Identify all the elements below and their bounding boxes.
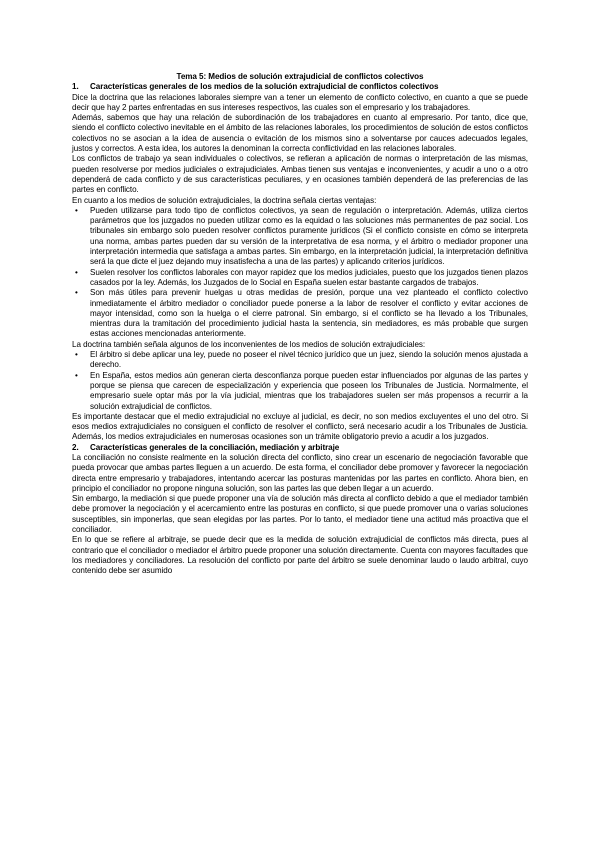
paragraph: En cuanto a los medios de solución extrajudiciales, la doctrina señala ciertas ventajas: xyxy=(72,195,377,205)
list-item: • El árbitro si debe aplicar una ley, puede no poseer el nivel técnico jurídico que un juez, siendo la solución menos ajustada a derecho. xyxy=(72,350,528,371)
list-item: • Pueden utilizarse para todo tipo de conflictos colectivos, ya sean de regulación o interpretación. Además, utiliza ciertos parámetros que los juzgados no pueden utilizar como es la equidad o las soluciones más permanentes de paz social. Los tribunales sin embargo solo pueden resolver conflictos puramente jurídicos (Si el conflicto consiste en cómo se interpreta una norma, ambas partes pueden dar su versión de la interpretativa de esa norma, y el árbitro o mediador proponer una interpretación intermedia que satisfaga a ambas partes. Sin embargo, en la interpretación judicial, la interpretación definitiva será la que dicte el juez dejando muy insatisfecha a una de las partes) y aplicando criterios jurídicos. xyxy=(72,206,528,268)
section-number: 1. xyxy=(72,82,79,92)
list-item: • Son más útiles para prevenir huelgas u otras medidas de presión, porque una vez planteado el conflicto colectivo inmediatamente el árbitro mediador o conciliador puede ponerse a la labor de resolver el conflicto y evitar acciones de mayor intensidad, como son la huelga o el cierre patronal. Sin embargo, si el conflicto se ha llevado a los Tribunales, mientras dura la tramitación del procedimiento judicial hasta la sentencia, sin mediadores, es más probable que surgen estas acciones mencionadas anteriormente. xyxy=(72,288,528,339)
section-title: Características generales de los medios de la solución extrajudicial de conflictos colectivos xyxy=(90,82,439,92)
section-heading-2 xyxy=(72,443,528,453)
paragraph: Los conflictos de trabajo ya sean individuales o colectivos, se refieran a aplicación de normas o interpretación de las mismas, pueden resolverse por medios judiciales o extrajudiciales. Ambas tienen sus ventajas e inconvenientes, y acudir a uno o a otro dependerá de cada conflicto y de sus características peculiares, y en ocasiones también dependerá de las preferencias de las partes en conflicto. xyxy=(72,154,528,195)
advantages-list xyxy=(72,206,528,340)
paragraph: Además, sabemos que hay una relación de subordinación de los trabajadores en cuanto al empresario. Por tanto, dice que, siendo el conflicto colectivo inevitable en el ámbito de las relaciones laborales, los procedimientos de solución de estos conflictos colectivos no se asocian a la idea de ausencia o evitación de los mismos sino a solventarse por cauces adecuados legales, justos y correctos. A esta idea, los autores la denominan la correcta conflictividad en las relaciones laborales. xyxy=(72,113,528,154)
section-heading-1 xyxy=(72,82,528,92)
list-item: • Suelen resolver los conflictos laborales con mayor rapidez que los medios judiciales, puesto que los juzgados tienen plazos casados por la ley. Además, los Juzgados de lo Social en España suelen estar bastante cargados de trabajos. xyxy=(72,268,528,289)
section-number: 2. xyxy=(72,442,79,452)
drawbacks-list xyxy=(72,350,528,412)
paragraph: Sin embargo, la mediación si que puede proponer una vía de solución más directa al conflicto debido a que el mediador también debe promover la negociación y el acercamiento entre las posturas en conflicto, si que puede promover una o varias soluciones susceptibles, sin imponerlas, que sean elegidas por las partes. Por lo tanto, el mediador tiene una actitud más proactiva que el conciliador. xyxy=(72,494,528,535)
section-title: Características generales de la conciliación, mediación y arbitraje xyxy=(90,442,340,452)
paragraph: Es importante destacar que el medio extrajudicial no excluye al judicial, es decir, no son medios excluyentes el uno del otro. Si esos medios extrajudiciales no consiguen el conflicto de resolver el conflicto, será necesario acudir a los Tribunales de Justicia. Además, los medios extrajudiciales en numerosas ocasiones son un trámite obligatorio previo a acudir a los juzgados. xyxy=(72,411,528,442)
list-item: • En España, estos medios aún generan cierta desconfianza porque pueden estar influenciados por algunas de las partes y porque se piensa que carecen de especialización y experiencia que poseen los Tribunales de Justicia. Normalmente, el empresario suele optar más por la vía judicial, mientras que los trabajadores suelen ser más propensos a recurrir a la solución extrajudicial de conflictos. xyxy=(72,371,528,412)
paragraph: En lo que se refiere al arbitraje, se puede decir que es la medida de solución extrajudicial de conflictos más directa, pues al contrario que el conciliador o mediador el árbitro puede proponer una solución directamente. Cuenta con mayores facultades que los mediadores y conciliadores. La resolución del conflicto por parte del árbitro se suele denominar laudo o laudo arbitral, cuyo contenido debe ser asumido xyxy=(72,535,528,576)
paragraph: La doctrina también señala algunos de los inconvenientes de los medios de solución extrajudiciales: xyxy=(72,339,426,349)
paragraph: La conciliación no consiste realmente en la solución directa del conflicto, sino crear un escenario de negociación favorable que pueda provocar que ambas partes lleguen a un acuerdo. De esta forma, el conciliador debe promover y favorecer la negociación directa entre empresario y trabajadores, intentando acercar las posturas mantenidas por las partes en conflicto. Ahora bien, en principio el conciliador no propone ninguna solución, son las partes las que deben llegar a un acuerdo. xyxy=(72,452,528,493)
page-title: Tema 5: Medios de solución extrajudicial de conflictos colectivos xyxy=(176,72,424,81)
paragraph: Dice la doctrina que las relaciones laborales siempre van a tener un elemento de conflicto colectivo, en cuanto a que se puede decir que hay 2 partes enfrentadas en sus intereses respectivos, las cuales son el empresario y los trabajadores. xyxy=(72,92,528,112)
